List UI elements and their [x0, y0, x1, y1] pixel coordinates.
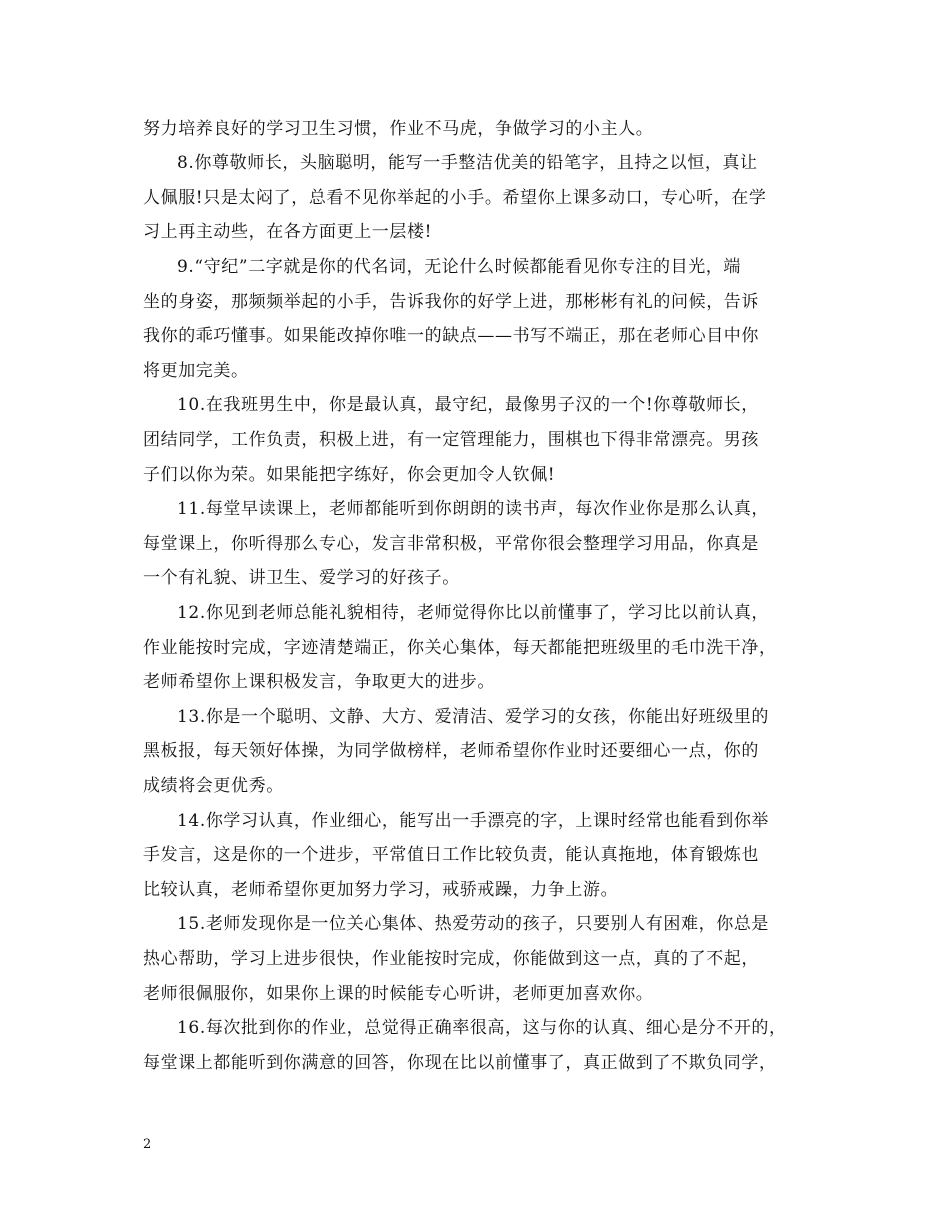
text-line: 习上再主动些，在各方面更上一层楼! — [143, 222, 433, 242]
text-line: 每堂课上都能听到你满意的回答，你现在比以前懂事了，真正做到了不欺负同学， — [143, 1053, 777, 1073]
text-line: 老师希望你上课积极发言，争取更大的进步。 — [143, 672, 495, 692]
text-line: 比较认真，老师希望你更加努力学习，戒骄戒躁，力争上游。 — [143, 880, 619, 900]
text-line: 12.你见到老师总能礼貌相待，老师觉得你比以前懂事了，学习比以前认真， — [177, 603, 770, 623]
text-line: 热心帮助，学习上进步很快，作业能按时完成，你能做到这一点，真的了不起， — [143, 949, 759, 969]
text-line: 将更加完美。 — [143, 361, 249, 381]
text-line: 老师很佩服你，如果你上课的时候能专心听讲，老师更加喜欢你。 — [143, 984, 654, 1004]
text-line: 一个有礼貌、讲卫生、爱学习的好孩子。 — [143, 568, 460, 588]
text-line: 16.每次批到你的作业，总觉得正确率很高，这与你的认真、细心是分不开的， — [177, 1018, 787, 1038]
text-line: 9.“守纪”二字就是你的代名词，无论什么时候都能看见你专注的目光，端 — [177, 257, 741, 277]
text-line: 努力培养良好的学习卫生习惯，作业不马虎，争做学习的小主人。 — [143, 119, 654, 139]
text-line: 13.你是一个聪明、文静、大方、爱清洁、爱学习的女孩，你能出好班级里的 — [177, 707, 770, 727]
text-line: 黑板报，每天领好体操，为同学做榜样，老师希望你作业时还要细心一点，你的 — [143, 741, 759, 761]
text-line: 手发言，这是你的一个进步，平常值日工作比较负责，能认真拖地，体育锻炼也 — [143, 845, 759, 865]
text-line: 10.在我班男生中，你是最认真，最守纪，最像男子汉的一个!你尊敬师长， — [177, 395, 759, 415]
text-line: 14.你学习认真，作业细心，能写出一手漂亮的字，上课时经常也能看到你举 — [177, 811, 770, 831]
text-line: 团结同学，工作负责，积极上进，有一定管理能力，围棋也下得非常漂亮。男孩 — [143, 430, 759, 450]
text-line: 15.老师发现你是一位关心集体、热爱劳动的孩子，只要别人有困难，你总是 — [177, 914, 770, 934]
text-line: 人佩服!只是太闷了，总看不见你举起的小手。希望你上课多动口，专心听，在学 — [143, 188, 767, 208]
text-line: 8.你尊敬师长，头脑聪明，能写一手整洁优美的铅笔字，且持之以恒，真让 — [177, 153, 758, 173]
text-line: 成绩将会更优秀。 — [143, 776, 284, 796]
text-line: 每堂课上，你听得那么专心，发言非常积极，平常你很会整理学习用品，你真是 — [143, 534, 759, 554]
text-line: 子们以你为荣。如果能把字练好，你会更加令人钦佩! — [143, 465, 556, 485]
text-line: 坐的身姿，那频频举起的小手，告诉我你的好学上进，那彬彬有礼的问候，告诉 — [143, 292, 759, 312]
text-line: 11.每堂早读课上，老师都能听到你朗朗的读书声，每次作业你是那么认真， — [177, 499, 770, 519]
text-line: 我你的乖巧懂事。如果能改掉你唯一的缺点——书写不端正，那在老师心目中你 — [143, 326, 759, 346]
page-number: 2 — [143, 1137, 152, 1152]
text-line: 作业能按时完成，字迹清楚端正，你关心集体，每天都能把班级里的毛巾洗干净， — [143, 638, 777, 658]
